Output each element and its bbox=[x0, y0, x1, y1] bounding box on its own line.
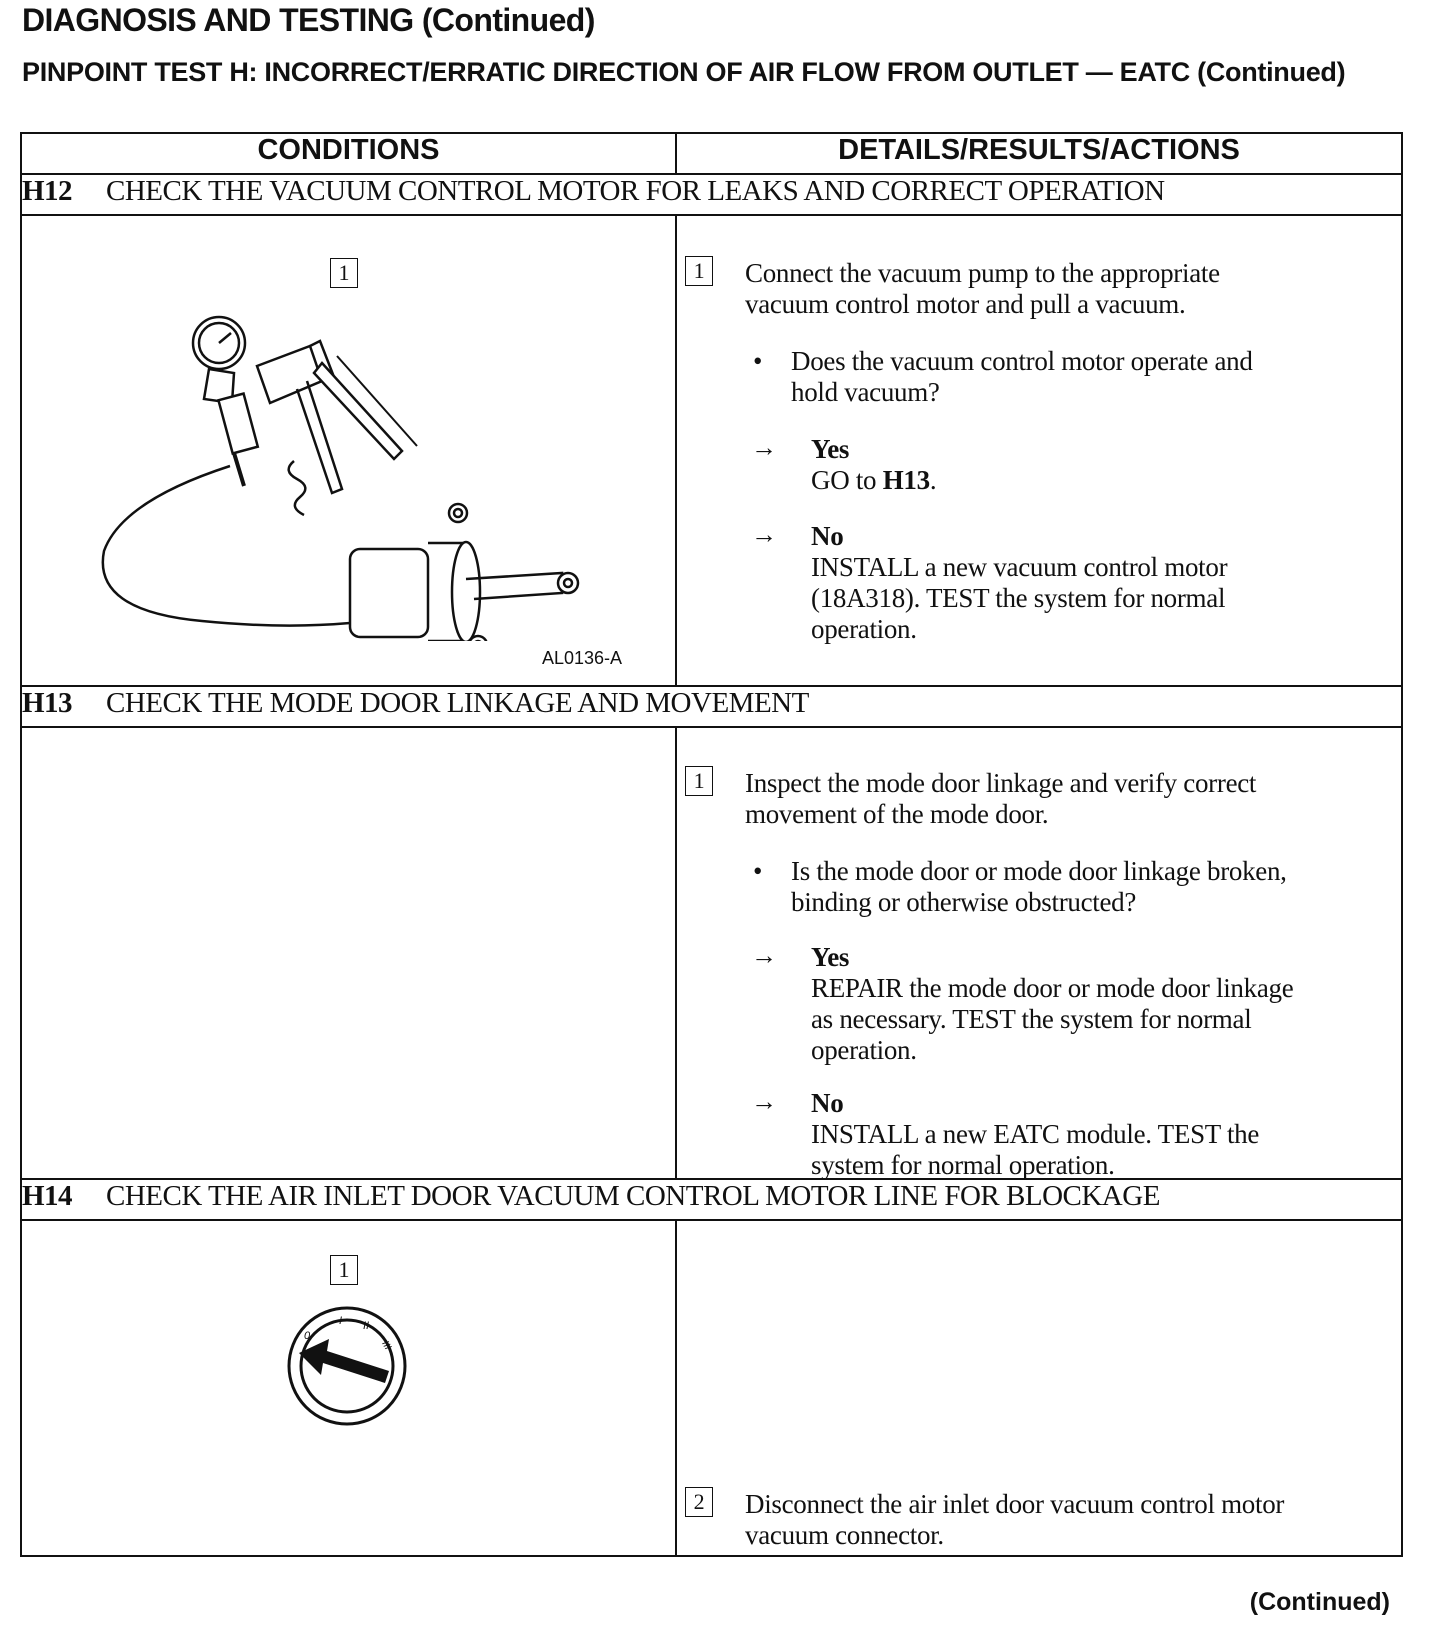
conditions-cell-h14 bbox=[21, 1220, 676, 1556]
details-cell-h14 bbox=[676, 1220, 1402, 1556]
question bbox=[753, 346, 1371, 408]
table-header-row bbox=[21, 133, 1402, 174]
action-text-line: vacuum connector. bbox=[745, 1520, 944, 1550]
column-header-conditions: CONDITIONS bbox=[21, 133, 676, 174]
result-text-line: INSTALL a new EATC module. TEST the bbox=[811, 1119, 1260, 1149]
step-id: H13 bbox=[22, 687, 73, 719]
action-text-line: Connect the vacuum pump to the appropriate bbox=[745, 258, 1220, 288]
action-text-line: Inspect the mode door linkage and verify correct bbox=[745, 768, 1257, 798]
result-text-line: operation. bbox=[811, 1035, 917, 1065]
step-id: H12 bbox=[22, 175, 73, 207]
result-text-line: system for normal operation. bbox=[811, 1150, 1115, 1180]
result-text-line: operation. bbox=[811, 614, 917, 644]
question-line: binding or otherwise obstructed? bbox=[791, 887, 1137, 917]
step-title: CHECK THE AIR INLET DOOR VACUUM CONTROL MOTOR LINE FOR BLOCKAGE bbox=[106, 1180, 1160, 1212]
question-line: hold vacuum? bbox=[791, 377, 940, 407]
arrow-right-icon: → bbox=[751, 1087, 777, 1116]
result-text-line: (18A318). TEST the system for normal bbox=[811, 583, 1226, 613]
action-step bbox=[693, 768, 1385, 830]
action-step bbox=[693, 258, 1365, 320]
arrow-right-icon: → bbox=[751, 520, 777, 549]
conditions-cell-h12 bbox=[21, 215, 676, 686]
result-yes bbox=[751, 433, 1371, 496]
pinpoint-test-title: PINPOINT TEST H: INCORRECT/ERRATIC DIRECTION OF AIR FLOW FROM OUTLET — EATC (Continued) bbox=[22, 57, 1346, 87]
result-text-line: REPAIR the mode door or mode door linkage bbox=[811, 973, 1294, 1003]
step-header-h12 bbox=[21, 174, 1402, 215]
question bbox=[753, 856, 1391, 918]
pinpoint-test-table bbox=[20, 132, 1403, 1557]
column-header-details: DETAILS/RESULTS/ACTIONS bbox=[676, 133, 1402, 174]
conditions-cell-h13 bbox=[21, 727, 676, 1179]
switch-position-label: 0 bbox=[304, 1330, 311, 1342]
details-cell-h12 bbox=[676, 215, 1402, 686]
step-header-h14 bbox=[21, 1179, 1402, 1220]
step-title: CHECK THE VACUUM CONTROL MOTOR FOR LEAKS AND CORRECT OPERATION bbox=[106, 175, 1165, 207]
result-text-line: INSTALL a new vacuum control motor bbox=[811, 552, 1228, 582]
action-step-number: 1 bbox=[685, 256, 713, 286]
ignition-switch-off-illustration-icon bbox=[277, 1301, 417, 1431]
question-line: Is the mode door or mode door linkage broken, bbox=[791, 856, 1287, 886]
result-text-line: as necessary. TEST the system for normal bbox=[811, 1004, 1252, 1034]
step-body-row bbox=[21, 1220, 1402, 1556]
vacuum-pump-and-motor-illustration-icon bbox=[82, 311, 622, 641]
action-step-number: 2 bbox=[685, 1487, 713, 1517]
arrow-right-icon: → bbox=[751, 433, 777, 462]
continued-footer: (Continued) bbox=[1249, 1588, 1390, 1616]
details-cell-h13 bbox=[676, 727, 1402, 1179]
step-id: H14 bbox=[22, 1180, 73, 1212]
action-text-line: Disconnect the air inlet door vacuum control motor bbox=[745, 1489, 1285, 1519]
step-header-h13 bbox=[21, 686, 1402, 727]
result-no bbox=[751, 1087, 1401, 1181]
step-title: CHECK THE MODE DOOR LINKAGE AND MOVEMENT bbox=[106, 687, 809, 719]
step-header-row bbox=[21, 1179, 1402, 1220]
action-step bbox=[693, 1489, 1385, 1551]
step-body-row bbox=[21, 727, 1402, 1179]
question-line: Does the vacuum control motor operate and bbox=[791, 346, 1253, 376]
step-header-row bbox=[21, 174, 1402, 215]
step-body-row bbox=[21, 215, 1402, 686]
action-text-line: movement of the mode door. bbox=[745, 799, 1049, 829]
result-label: Yes bbox=[811, 942, 850, 972]
result-label: No bbox=[811, 1088, 844, 1118]
arrow-right-icon: → bbox=[751, 941, 777, 970]
result-yes bbox=[751, 941, 1401, 1066]
step-reference-link[interactable]: H13 bbox=[882, 465, 930, 495]
figure-callout: 1 bbox=[330, 1255, 358, 1285]
action-step-number: 1 bbox=[685, 766, 713, 796]
switch-position-label: I bbox=[339, 1315, 343, 1327]
action-text-line: vacuum control motor and pull a vacuum. bbox=[745, 289, 1186, 319]
result-label: Yes bbox=[811, 434, 850, 464]
switch-position-label: III bbox=[379, 1339, 394, 1352]
bullet-icon: • bbox=[753, 856, 763, 886]
result-label: No bbox=[811, 521, 844, 551]
result-no bbox=[751, 520, 1371, 645]
figure-callout: 1 bbox=[330, 258, 358, 288]
result-text: GO to H13. bbox=[811, 465, 937, 495]
switch-position-label: II bbox=[363, 1320, 370, 1332]
figure-label: AL0136-A bbox=[542, 648, 623, 668]
bullet-icon: • bbox=[753, 346, 763, 376]
step-header-row bbox=[21, 686, 1402, 727]
page-title: DIAGNOSIS AND TESTING (Continued) bbox=[22, 2, 595, 38]
